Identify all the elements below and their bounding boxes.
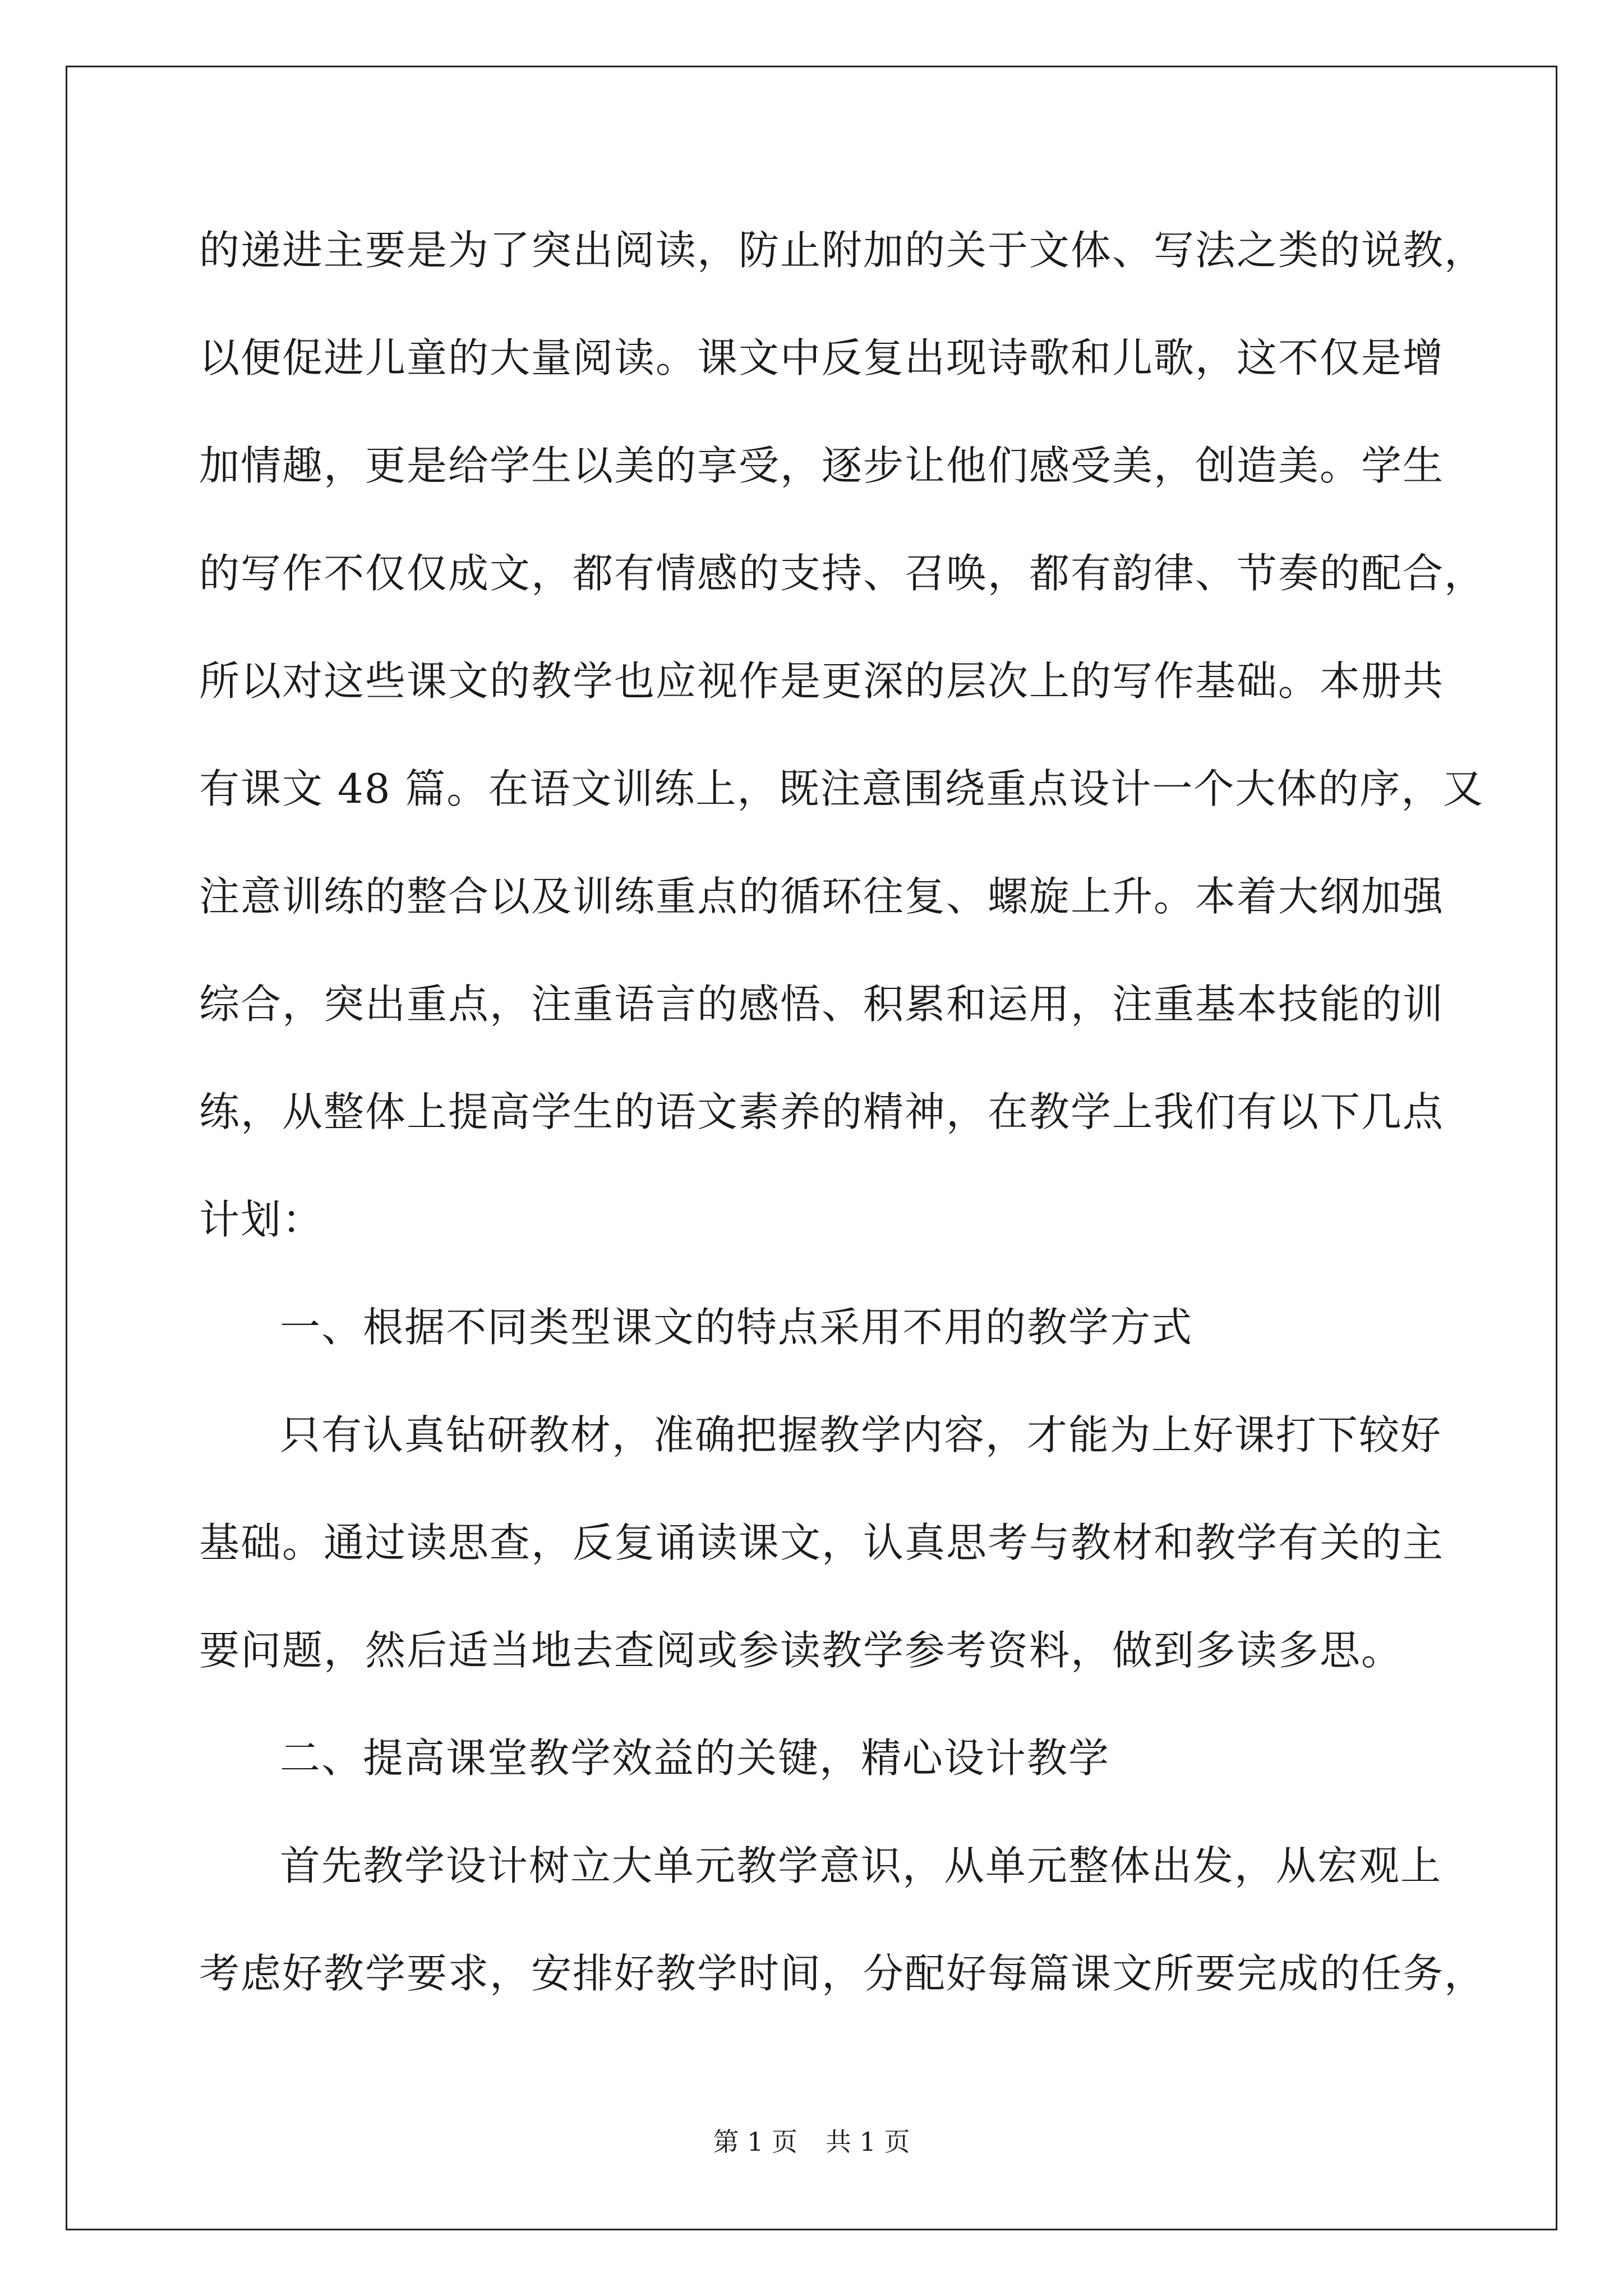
text-line: 基础。通过读思查，反复诵读课文，认真思考与教材和教学有关的主: [199, 1519, 1445, 1566]
text-line: 的写作不仅仅成文，都有情感的支持、召唤，都有韵律、节奏的配合，: [199, 550, 1486, 597]
text-line: 所以对这些课文的教学也应视作是更深的层次上的写作基础。本册共: [199, 657, 1445, 705]
text-line: 计划：: [199, 1196, 324, 1243]
text-line: 考虑好教学要求，安排好教学时间，分配好每篇课文所要完成的任务，: [199, 1950, 1486, 1997]
text-line: 练，从整体上提高学生的语文素养的精神，在教学上我们有以下几点: [199, 1088, 1445, 1135]
page-number: 第 1 页: [713, 2127, 797, 2157]
text-line: 首先教学设计树立大单元教学意识，从单元整体出发，从宏观上: [280, 1842, 1442, 1889]
page-footer: [0, 2125, 1623, 2159]
text-line: 要问题，然后适当地去查阅或参读教学参考资料，做到多读多思。: [199, 1627, 1403, 1674]
text-line: 有课文 48 篇。在语文训练上，既注意围绕重点设计一个大体的序，又: [199, 765, 1484, 812]
text-line: 综合，突出重点，注重语言的感悟、积累和运用，注重基本技能的训: [199, 981, 1445, 1028]
text-line: 只有认真钻研教材，准确把握教学内容，才能为上好课打下较好: [280, 1411, 1442, 1458]
page-total: 共 1 页: [826, 2127, 910, 2157]
document-body: [199, 196, 1486, 2027]
text-line: 的递进主要是为了突出阅读，防止附加的关于文体、写法之类的说教，: [199, 227, 1486, 274]
text-line: 注意训练的整合以及训练重点的循环往复、螺旋上升。本着大纲加强: [199, 873, 1445, 920]
section-heading: 二、提高课堂教学效益的关键，精心设计教学: [280, 1734, 1110, 1782]
section-heading: 一、根据不同类型课文的特点采用不用的教学方式: [280, 1304, 1193, 1351]
text-line: 加情趣，更是给学生以美的享受，逐步让他们感受美，创造美。学生: [199, 442, 1445, 489]
text-line: 以便促进儿童的大量阅读。课文中反复出现诗歌和儿歌，这不仅是增: [199, 334, 1445, 381]
